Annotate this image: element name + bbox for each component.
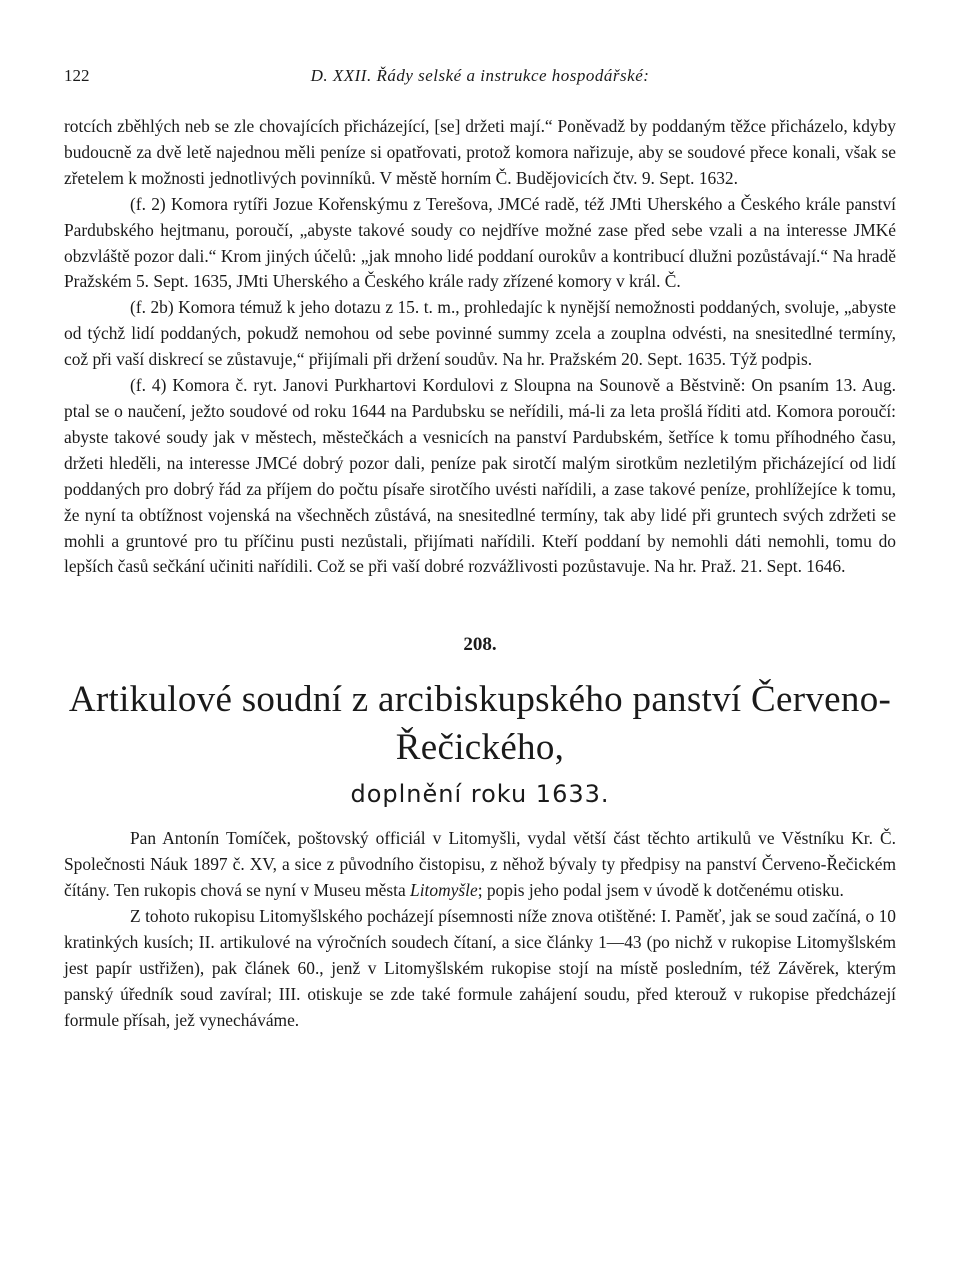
intro-paragraph-1 — [64, 826, 896, 904]
paragraph-continuation: rotcích zběhlých neb se zle chovajících přicházející, [se] držeti mají.“ Poněvadž by poddaným těžce přicházelo, kdyby budoucně za dvě letě najednou měli peníze si opatřovati, protož komora nařizuje, aby se soudové přece konali, však se zřetelem k možnosti jednotlivých povinníků. V městě horním Č. Budějovicích čtv. 9. Sept. 1632. — [64, 116, 896, 188]
section-title-line-2: Řečického, — [395, 727, 565, 769]
page-header — [64, 66, 896, 96]
intro-text — [64, 826, 896, 1033]
page-number: 122 — [64, 66, 90, 85]
intro-p1-italic: Litomyšle — [410, 880, 478, 901]
intro-paragraph-2: Z tohoto rukopisu Litomyšlského pocházejí písemnosti níže znova otištěné: I. Paměť, jak se soud začíná, o 10 kratinkých kusích; II. artikulové na výročních soudech čítaní, a sice články 1—43 (po nichž v rukopise Litomyšlském jest papír ustřižen), pak článek 60., jenž v Litomyšlském rukopise stojí na místě posledním, též Závěrek, kterým panský úředník soud zavíral; III. otiskuje se zde také formule zahájení soudu, před kterouž v rukopise předcházejí formule přísah, jež vynecháváme. — [64, 906, 896, 1030]
paragraph-f2b: (f. 2b) Komora témuž k jeho dotazu z 15. t. m., prohledajíc k nynější nemožnosti poddaných, svoluje, „abyste od týchž lidí poddaných, pokudž nemohou od sebe povinné summy zcela a zouplna odvésti, na snesitedlné termíny, což při vaší diskrecí se zůstavuje,“ přijímali při držení soudův. Na hr. Pražském 20. Sept. 1635. Týž podpis. — [64, 297, 896, 370]
section-number: 208. — [463, 634, 497, 656]
paragraph-f4: (f. 4) Komora č. ryt. Janovi Purkhartovi Kordulovi z Sloupna na Sounově a Běstvině: On psaním 13. Aug. ptal se o naučení, ježto soudové od roku 1644 na Pardubsku se neřídili, má-li za leta prošlá říditi atd. Komora poroučí: abyste takové soudy jak v městech, městečkách a vesnicích na panství Pardubském, šetříce k tomu příhodného času, držeti hleděli, na interesse JMCé dobrý pozor dali, peníze pak sirotčí malým sirotkům nezletilým přicházející od lidí poddaných pro dobrý řád za příjem do počtu písaře sirotčího uvésti nařídili, a zase takové peníze, prohlížejíce k tomu, že nyní ta obtížnost vojenská na všechněch zůstává, na snesitedlné termíny, tak aby lidé při gruntech svých zdržeti se mohli a gruntové pro tu příčinu pusti nezůstali, přijímati nařídili. Kteří poddaní by nemohli dáti nemohli, tomu do lepších časů sečkání učiniti nařídili. Což se při vaší dobré rozvážlivosti pozůstavuje. Na hr. Praž. 21. Sept. 1646. — [64, 375, 896, 577]
section-title — [64, 676, 896, 772]
paragraph-f2: (f. 2) Komora rytíři Jozue Kořenskýmu z Terešova, JMCé radě, též JMti Uherského a Českého krále panství Pardubského hejtmanu, poroučí, „abyste takové soudy co nejdříve možné zase před sebe vzali a na interesse JMKé obzvláště pozor dali.“ Krom jiných účelů: „jak mnoho lidé poddaní ourokův a kontribucí dlužni pozůstávají.“ Na hradě Pražském 5. Sept. 1635, JMti Uherského a Českého krále rady zřízené komory v král. Č. — [64, 193, 896, 292]
section-title-line-1: Artikulové soudní z arcibiskupského panství Červeno- — [68, 679, 892, 721]
section-subtitle: doplnění roku 1633. — [350, 780, 610, 809]
running-head: D. XXII. Řády selské a instrukce hospodářské: — [310, 66, 650, 85]
intro-p1-start: Pan Antonín Tomíček, poštovský officiál v Litomyšli, vydal větší část těchto artikulů ve Věstníku Kr. Č. Společnosti Náuk 1897 č. XV, a sice z původního čistopisu, z něhož bývaly ty předpisy na panství Červeno-Řečickém čítány. Ten rukopis chová se nyní v Museu města — [64, 828, 896, 901]
intro-p1-end: ; popis jeho podal jsem v úvodě k dotčenému otisku. — [477, 880, 844, 901]
body-text — [64, 114, 896, 580]
